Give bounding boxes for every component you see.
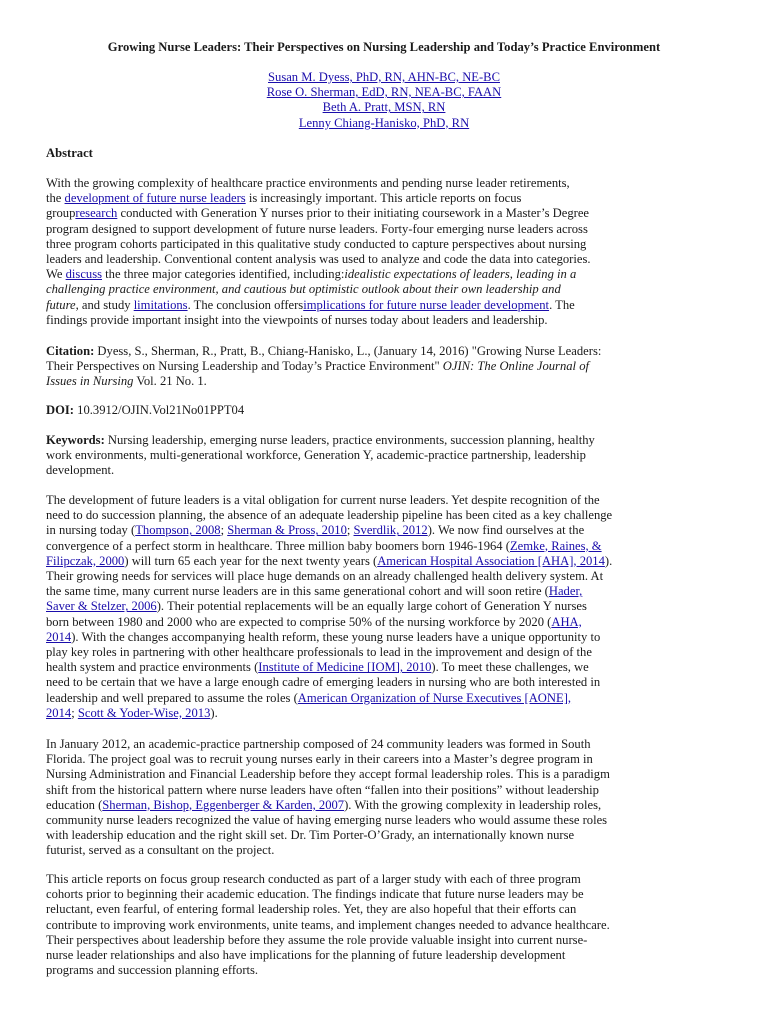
abstract-paragraph <box>46 176 724 328</box>
text-line: leaders and leadership. Conventional content analysis was used to analyze and code the data into categories. <box>46 252 591 267</box>
citation-link[interactable]: Saver & Stelzer, 2006 <box>46 599 157 614</box>
text-run: conducted with Generation Y nurses prior to their initiating coursework in a Master’s Degree <box>117 206 590 221</box>
doi-label: DOI: <box>46 403 74 417</box>
text-run: the three major categories identified, including: <box>102 267 345 282</box>
text-run: ). With the changes accompanying health reform, these young nurse leaders have a unique opportunity to <box>71 629 601 644</box>
text-run: We <box>46 267 66 282</box>
citation-link[interactable]: Sverdlik, 2012 <box>353 523 428 538</box>
text-line: cohorts prior to beginning their academic education. The findings indicate that future nurse leaders may be <box>46 887 584 902</box>
text-line <box>46 584 724 599</box>
italic-run: idealistic expectations of leaders, leading in a <box>344 267 577 282</box>
text-line: Florida. The project goal was to recruit young nurses early in their careers into a Master’s degree program in <box>46 752 593 767</box>
text-line: Nursing Administration and Financial Leadership before they accept formal leadership roles. This is a paradigm <box>46 767 610 782</box>
text-run: ). To meet these challenges, we <box>431 660 589 675</box>
citation-link[interactable]: American Hospital Association [AHA], 2014 <box>377 553 605 568</box>
italic-run: Issues in Nursing <box>46 374 134 389</box>
text-run: ). Their potential replacements will be an equally large cohort of Generation Y nurses <box>156 599 587 614</box>
text-run: . The conclusion offers <box>187 297 304 312</box>
body-paragraph-2 <box>46 737 724 859</box>
text-run: Vol. 21 No. 1. <box>133 374 207 389</box>
text-line <box>46 191 724 206</box>
text-line: development. <box>46 463 115 478</box>
text-line <box>46 298 724 313</box>
text-run: the <box>46 191 65 206</box>
text-run: the same time, many current nurse leaders are in this same generational cohort and will soon retire ( <box>46 584 549 599</box>
text-line <box>46 706 724 721</box>
citation-link[interactable]: Sherman & Pross, 2010 <box>227 523 347 538</box>
author-link[interactable]: Beth A. Pratt, MSN, RN <box>322 100 446 115</box>
text-line: nurse leader relationships and also have implications for the planning of future leadership development <box>46 948 566 963</box>
text-line: Their growing needs for services will place huge demands on an already challenged health delivery system. At <box>46 569 604 584</box>
text-line <box>46 554 724 569</box>
citation-paragraph <box>46 344 724 390</box>
text-line <box>46 630 724 645</box>
citation-link[interactable]: American Organization of Nurse Executives [AONE], <box>297 690 572 705</box>
text-line: Their perspectives about leadership before they assume the role provide valuable insight into current nurse- <box>46 932 588 947</box>
text-line <box>46 798 724 813</box>
text-line <box>46 539 724 554</box>
article-title: Growing Nurse Leaders: Their Perspectives on Nursing Leadership and Today’s Practice Environment <box>107 40 661 54</box>
body-paragraph-1 <box>46 493 724 721</box>
text-line: need to do succession planning, the absence of an adequate leadership pipeline has been cited as a key challenge <box>46 508 613 523</box>
link-discuss[interactable]: discuss <box>65 267 103 282</box>
text-run: and study <box>78 297 134 312</box>
text-run: ) will turn 65 each year for the next twenty years ( <box>124 553 378 568</box>
text-run: in nursing today ( <box>46 523 136 538</box>
author-list <box>0 70 768 131</box>
link-research[interactable]: research <box>75 206 118 221</box>
text-line <box>46 344 724 359</box>
text-run: ; <box>346 523 354 538</box>
citation-link[interactable]: Scott & Yoder-Wise, 2013 <box>77 705 211 720</box>
text-line: challenging practice environment, and cautious but optimistic outlook about their own leadership and <box>46 282 561 297</box>
text-line <box>46 433 724 448</box>
citation-link[interactable]: Thompson, 2008 <box>135 523 221 538</box>
link-implications[interactable]: implications for future nurse leader development <box>303 297 550 312</box>
text-line <box>46 359 724 374</box>
citation-link[interactable]: 2014 <box>46 705 72 720</box>
text-line <box>46 660 724 675</box>
text-line: work environments, multi-generational workforce, Generation Y, academic-practice partnership, leadership <box>46 448 586 463</box>
text-line <box>46 691 724 706</box>
text-line <box>46 206 724 221</box>
text-run: Dyess, S., Sherman, R., Pratt, B., Chiang-Hanisko, L., (January 14, 2016) "Growing Nurse Leaders: <box>94 344 602 358</box>
text-run: Their Perspectives on Nursing Leadership and Today’s Practice Environment" <box>46 359 443 374</box>
link-limitations[interactable]: limitations <box>133 297 188 312</box>
text-run: health system and practice environments ( <box>46 660 259 675</box>
text-run: convergence of a perfect storm in healthcare. Three million baby boomers born 1946-1964 ( <box>46 538 510 553</box>
doi-value: 10.3912/OJIN.Vol21No01PPT04 <box>74 403 245 417</box>
citation-link[interactable]: Zemke, Raines, & <box>509 538 602 553</box>
abstract-heading: Abstract <box>46 146 93 160</box>
text-line: reluctant, even fearful, of entering formal leadership roles. Yet, they are also hopeful that their efforts can <box>46 902 577 917</box>
text-line: The development of future leaders is a vital obligation for current nurse leaders. Yet despite recognition of the <box>46 493 600 507</box>
link-development-future-leaders[interactable]: development of future nurse leaders <box>64 191 246 206</box>
text-line: futurist, served as a consultant on the project. <box>46 843 275 858</box>
text-run: ). <box>210 705 218 720</box>
citation-link[interactable]: Sherman, Bishop, Eggenberger & Karden, 2007 <box>102 797 345 812</box>
italic-run: future, <box>46 297 79 312</box>
text-run: . The <box>549 297 575 312</box>
text-line: findings provide important insight into the viewpoints of nurses today about leaders and leadership. <box>46 312 548 327</box>
text-run: ). We now find ourselves at the <box>427 523 585 538</box>
keywords-paragraph <box>46 433 724 479</box>
citation-link[interactable]: Hader, <box>548 584 583 599</box>
author-link[interactable]: Rose O. Sherman, EdD, RN, NEA-BC, FAAN <box>266 85 502 100</box>
text-run: ). <box>604 553 613 568</box>
text-line: contribute to improving work environments, unite teams, and implement changes needed to advance healthcare. <box>46 917 610 932</box>
author-link[interactable]: Lenny Chiang-Hanisko, PhD, RN <box>298 115 470 130</box>
text-line: This article reports on focus group research conducted as part of a larger study with each of three program <box>46 872 581 886</box>
text-run: education ( <box>46 797 103 812</box>
citation-link[interactable]: 2014 <box>46 629 72 644</box>
text-line <box>46 403 724 418</box>
text-line: three program cohorts participated in this qualitative study conducted to capture perspectives about nursing <box>46 236 587 251</box>
text-run: born between 1980 and 2000 who are expected to comprise 50% of the nursing workforce by 2020 ( <box>46 614 552 629</box>
citation-label: Citation: <box>46 344 95 358</box>
text-line: community nurse leaders recognized the value of having emerging nurse leaders who would assume these roles <box>46 813 608 828</box>
text-line <box>46 599 724 614</box>
italic-run: OJIN: The Online Journal of <box>442 359 589 374</box>
text-line: play key roles in partnering with other healthcare professionals to lead in the improvement and design of the <box>46 645 592 660</box>
text-line <box>46 267 724 282</box>
text-run: group <box>46 206 76 221</box>
text-line: need to be certain that we have a large enough cadre of emerging leaders in nursing who are both interested in <box>46 675 601 690</box>
citation-link[interactable]: AHA, <box>551 614 582 629</box>
text-line: shift from the historical pattern where nurse leaders have often “fallen into their positions” without leadership <box>46 782 599 797</box>
doi-paragraph <box>46 403 724 418</box>
text-run: ; <box>220 523 228 538</box>
citation-link[interactable]: Institute of Medicine [IOM], 2010 <box>258 660 432 675</box>
text-run: ; <box>71 705 78 720</box>
author-link[interactable]: Susan M. Dyess, PhD, RN, AHN-BC, NE-BC <box>268 70 500 84</box>
text-run: is increasingly important. This article reports on focus <box>245 191 522 206</box>
text-line <box>46 615 724 630</box>
body-paragraph-3 <box>46 872 724 978</box>
text-line: with leadership education and the right skill set. Dr. Tim Porter-O’Grady, an internationally known nurse <box>46 828 575 843</box>
text-line: program designed to support development of future nurse leaders. Forty-four emerging nurse leaders across <box>46 221 588 236</box>
text-line: With the growing complexity of healthcare practice environments and pending nurse leader retirements, <box>46 176 570 190</box>
text-line: In January 2012, an academic-practice partnership composed of 24 community leaders was formed in South <box>46 737 591 751</box>
text-line <box>46 374 724 389</box>
text-line <box>46 523 724 538</box>
citation-link[interactable]: Filipczak, 2000 <box>46 553 125 568</box>
text-run: Nursing leadership, emerging nurse leaders, practice environments, succession planning, healthy <box>104 433 595 447</box>
text-line: programs and succession planning efforts. <box>46 963 259 978</box>
keywords-label: Keywords: <box>46 433 105 447</box>
text-run: leadership and well prepared to assume the roles ( <box>46 690 298 705</box>
text-run: ). With the growing complexity in leadership roles, <box>344 797 602 812</box>
